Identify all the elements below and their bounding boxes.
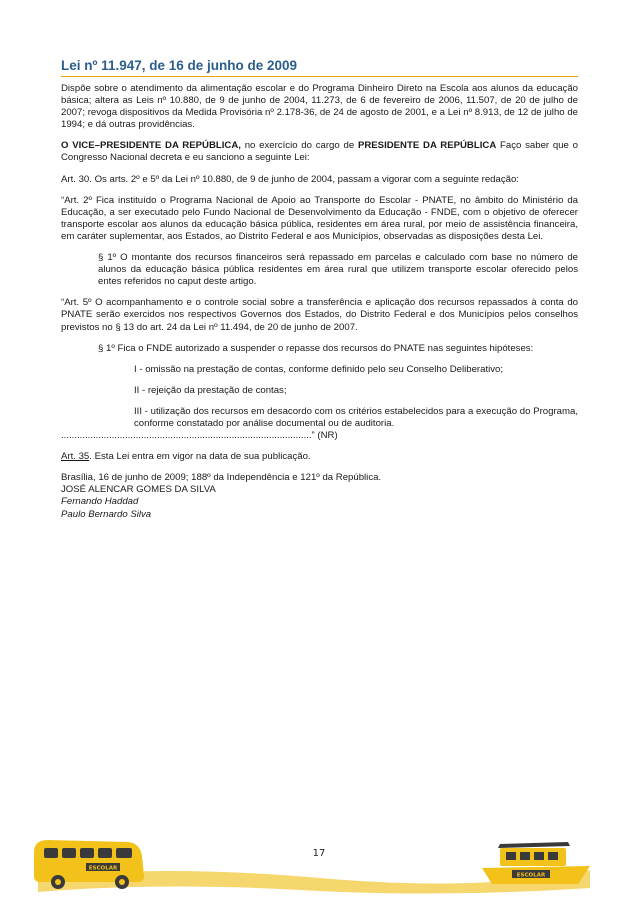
preamble — [61, 140, 578, 164]
article-2-paragraph-1: § 1º O montante dos recursos financeiros será repassado em parcelas e calculado com base no número de alunos da educação básica pública residentes em área rural que utilizem transporte escolar oferecido pelos entes referidos no caput deste artigo. — [98, 252, 578, 288]
page-number: 17 — [312, 848, 326, 859]
article-2: “Art. 2º Fica instituído o Programa Nacional de Apoio ao Transporte do Escolar - PNATE, no âmbito do Ministério da Educação, a ser executado pelo Fundo Nacional de Desenvolvimento da Educação - FNDE, com o objetivo de oferecer transporte escolar aos alunos da educação básica pública, residentes em área rural, por meio de assistência financeira, em caráter suplementar, aos Estados, ao Distrito Federal e aos Municípios, observadas as disposições desta Lei. — [61, 194, 578, 242]
article-35-label: Art. 35 — [61, 451, 90, 463]
preamble-president: PRESIDENTE DA REPÚBLICA — [357, 140, 497, 152]
preamble-vice-president: O VICE–PRESIDENTE DA REPÚBLICA, — [61, 140, 241, 152]
signature-president: JOSÉ ALENCAR GOMES DA SILVA — [61, 484, 216, 496]
item-1: I - omissão na prestação de contas, conforme definido pelo seu Conselho Deliberativo; — [134, 363, 504, 375]
footer-illustration — [0, 818, 638, 903]
article-5: “Art. 5º O acompanhamento e o controle social sobre a transferência e aplicação dos recursos repassados à conta do PNATE serão exercidos nos respectivos Governos dos Estados, do Distrito Federal e dos Municípios pelos conselhos previstos no § 13 do art. 24 da Lei nº 11.494, de 20 de junho de 2007. — [61, 297, 578, 333]
preamble-text-2: Faço saber que o Congresso Nacional decreta e eu sanciono a seguinte Lei: — [61, 140, 578, 164]
law-title: Lei nº 11.947, de 16 de junho de 2009 — [61, 58, 578, 77]
preamble-text-1: no exercício do cargo de — [240, 140, 358, 152]
boat-label: ESCOLAR — [516, 872, 546, 879]
signature-minister-1: Fernando Haddad — [61, 496, 139, 508]
article-5-paragraph-1: § 1º Fica o FNDE autorizado a suspender o repasse dos recursos do PNATE nas seguintes hipóteses: — [98, 342, 534, 354]
article-30: Art. 30. Os arts. 2º e 5º da Lei nº 10.880, de 9 de junho de 2004, passam a vigorar com a seguinte redação: — [61, 173, 519, 185]
article-35 — [61, 451, 578, 463]
dots-line: ..............................................................................................” (NR) — [61, 430, 338, 442]
document-page — [61, 58, 578, 521]
signature-place-date: Brasília, 16 de junho de 2009; 188º da Independência e 121º da República. — [61, 472, 382, 484]
article-35-text: . Esta Lei entra em vigor na data de sua publicação. — [89, 451, 311, 463]
signature-minister-2: Paulo Bernardo Silva — [61, 508, 152, 520]
item-3: III - utilização dos recursos em desacordo com os critérios estabelecidos para a execução do Programa, conforme constatado por análise documental ou de auditoria. — [134, 405, 578, 429]
item-2: II - rejeição da prestação de contas; — [134, 384, 287, 396]
bus-label: ESCOLAR — [88, 865, 118, 872]
law-ementa: Dispõe sobre o atendimento da alimentação escolar e do Programa Dinheiro Direto na Escola aos alunos da educação básica; altera as Leis nº 10.880, de 9 de junho de 2004, 11.273, de 6 de fevereiro de 2006, 11.507, de 20 de julho de 2007; revoga dispositivos da Medida Provisória nº 2.178-36, de 24 de agosto de 2001, e a Lei nº 8.913, de 12 de julho de 1994; e dá outras providências. — [61, 83, 578, 131]
